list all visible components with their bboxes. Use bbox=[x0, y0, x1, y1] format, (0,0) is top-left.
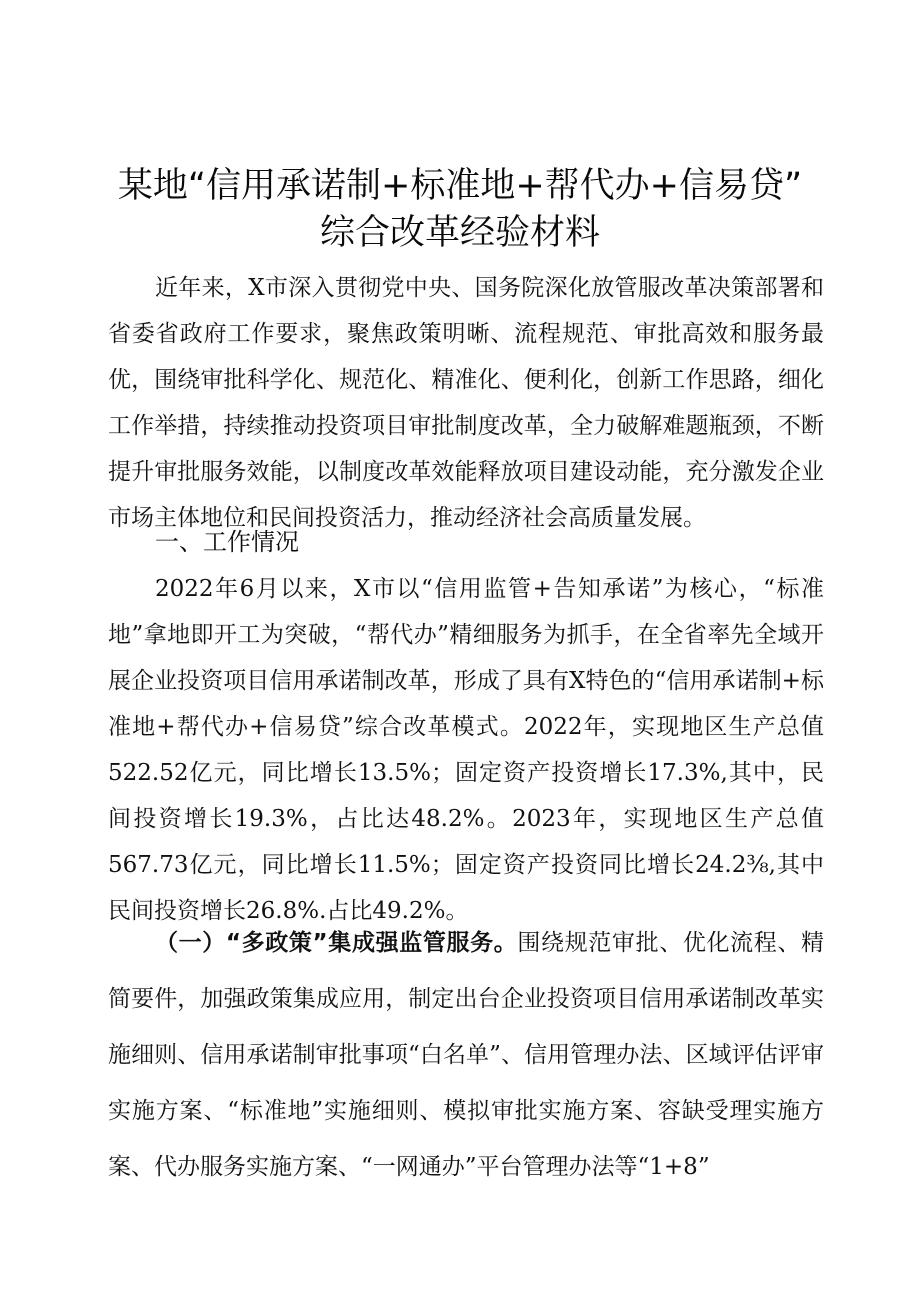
work-situation-paragraph: 2022年6月以来，X市以“信用监管+告知承诺”为核心，“标准地”拿地即开工为突破，“帮代办”精细服务为抓手，在全省率先全域开展企业投资项目信用承诺制改革，形成了具有X特色的“信用承诺制+标准地+帮代办+信易贷”综合改革模式。2022年，实现地区生产总值522.52亿元，同比增长13.5%；固定资产投资增长17.3%,其中，民间投资增长19.3%，占比达48.2%。2023年，实现地区生产总值567.73亿元，同比增长11.5%；固定资产投资同比增长24.2⅜,其中民间投资增长26.8%.占比49.2%。 bbox=[108, 576, 824, 924]
intro-paragraph: 近年来，X市深入贯彻党中央、国务院深化放管服改革决策部署和省委省政府工作要求，聚焦政策明晰、流程规范、审批高效和服务最优，围绕审批科学化、规范化、精准化、便利化，创新工作思路，细化工作举措，持续推动投资项目审批制度改革，全力破解难题瓶颈，不断提升审批服务效能，以制度改革效能释放项目建设动能，充分激发企业市场主体地位和民间投资活力，推动经济社会高质量发展。 bbox=[108, 275, 824, 531]
document-title-line-2: 综合改革经验材料 bbox=[319, 213, 600, 253]
subsection-lead: （一）“多政策”集成强监管服务。 bbox=[155, 930, 518, 956]
subsection-text: 围绕规范审批、优化流程、精简要件，加强政策集成应用，制定出台企业投资项目信用承诺制改革实施细则、信用承诺制审批事项“白名单”、信用管理办法、区域评估评审实施方案、“标准地”实施细则、模拟审批实施方案、容缺受理实施方案、代办服务实施方案、“一网通办”平台管理办法等“1+8” bbox=[108, 930, 825, 1180]
subsection-paragraph bbox=[108, 915, 824, 1195]
document-title-line-1: 某地“信用承诺制+标准地+帮代办+信易贷” bbox=[117, 166, 803, 206]
section-heading: 一、工作情况 bbox=[155, 528, 299, 556]
